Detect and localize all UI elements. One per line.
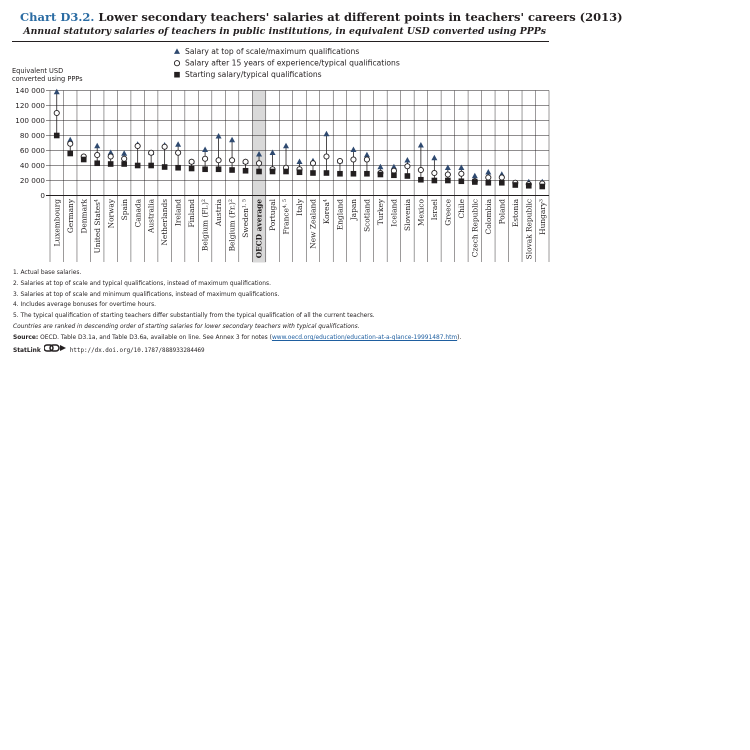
- chart-subtitle: Annual statutory salaries of teachers in public institutions, in equivalent USD converted using PPPs: [23, 26, 546, 37]
- statlink-icon: [44, 348, 70, 354]
- starting-salary-marker: [81, 157, 87, 163]
- starting-salary-marker: [283, 169, 289, 175]
- category-label: Luxembourg: [52, 199, 62, 247]
- category-label: United States$^4$: [92, 199, 102, 254]
- fifteen-year-salary-marker: [418, 167, 423, 172]
- starting-salary-marker: [202, 166, 208, 172]
- category-label: Colombia: [483, 199, 493, 235]
- category-label: Norway: [106, 199, 116, 229]
- note-4: 4. Includes average bonuses for overtime hours.: [13, 302, 157, 309]
- max-salary-marker: [229, 137, 235, 143]
- max-salary-marker: [54, 89, 60, 95]
- category-label: Hungary$^3$: [537, 199, 547, 235]
- max-salary-marker: [121, 150, 127, 156]
- fifteen-year-salary-marker: [202, 156, 207, 161]
- category-label: Estonia: [510, 199, 520, 228]
- source-line: [13, 333, 543, 344]
- fifteen-year-salary-marker: [135, 143, 140, 148]
- fifteen-year-salary-marker: [432, 170, 437, 175]
- category-label: Greece: [443, 199, 453, 226]
- ranking-note: Countries are ranked in descending order of starting salaries for lower secondary teachers with typical qualifications.: [13, 323, 360, 330]
- starting-salary-marker: [512, 182, 518, 188]
- category-label: Ireland: [173, 199, 183, 227]
- category-label: Mexico: [416, 199, 426, 227]
- starting-salary-marker: [445, 178, 451, 184]
- category-label: Israel: [429, 199, 439, 221]
- max-salary-marker: [485, 169, 491, 175]
- statlink-row: [13, 344, 543, 357]
- starting-salary-marker: [310, 170, 316, 176]
- starting-salary-marker: [405, 173, 411, 179]
- category-label: Portugal: [268, 199, 278, 231]
- starting-salary-marker: [351, 171, 357, 177]
- fifteen-year-salary-marker: [499, 175, 504, 180]
- legend-marker: [174, 61, 179, 66]
- statlink-url[interactable]: http://dx.doi.org/10.1787/888933284469: [69, 347, 205, 354]
- starting-salary-marker: [297, 169, 303, 175]
- y-tick-label: 60 000: [19, 145, 45, 155]
- chart-title: Lower secondary teachers' salaries at different points in teachers' careers (2013): [98, 10, 623, 24]
- fifteen-year-salary-marker: [243, 159, 248, 164]
- category-label: Austria: [214, 199, 224, 227]
- starting-salary-marker: [189, 166, 195, 172]
- category-label: Japan: [349, 199, 359, 221]
- starting-salary-marker: [54, 133, 60, 139]
- chart-notes: [13, 268, 543, 356]
- max-salary-marker: [283, 143, 289, 149]
- fifteen-year-salary-marker: [324, 154, 329, 159]
- starting-salary-marker: [378, 172, 384, 178]
- starting-salary-marker: [108, 161, 114, 167]
- salary-chart: [0, 0, 750, 268]
- category-label: Korea$^4$: [322, 199, 332, 225]
- category-label: Scotland: [362, 199, 372, 232]
- fifteen-year-salary-marker: [486, 175, 491, 180]
- starting-salary-marker: [324, 170, 330, 176]
- category-label: Chile: [456, 199, 466, 219]
- fifteen-year-salary-marker: [122, 156, 127, 161]
- max-salary-marker: [323, 131, 329, 137]
- fifteen-year-salary-marker: [459, 171, 464, 176]
- fifteen-year-salary-marker: [95, 152, 100, 157]
- starting-salary-marker: [270, 169, 276, 175]
- max-salary-marker: [418, 142, 424, 148]
- category-label: Denmark: [79, 199, 89, 234]
- starting-salary-marker: [175, 165, 181, 171]
- max-salary-marker: [472, 173, 478, 179]
- starting-salary-marker: [432, 178, 438, 184]
- starting-salary-marker: [67, 151, 73, 157]
- starting-salary-marker: [526, 183, 532, 189]
- category-label: Czech Republic: [470, 199, 480, 258]
- starting-salary-marker: [94, 160, 100, 166]
- legend-label: Starting salary/typical qualifications: [185, 70, 322, 79]
- fifteen-year-salary-marker: [189, 159, 194, 164]
- fifteen-year-salary-marker: [337, 158, 342, 163]
- fifteen-year-salary-marker: [364, 157, 369, 162]
- starting-salary-marker: [229, 167, 235, 173]
- category-label: Slovak Republic: [524, 199, 534, 260]
- note-2: 2. Salaries at top of scale and typical qualifications, instead of maximum qualifications.: [13, 280, 271, 287]
- starting-salary-marker: [162, 164, 168, 170]
- note-5: 5. The typical qualification of starting teachers differ substantially from the typical qualification of all the current teachers.: [13, 313, 375, 320]
- max-salary-marker: [297, 158, 303, 164]
- category-label: Turkey: [376, 199, 386, 226]
- category-label: Belgium $(Fl.)^2$: [200, 199, 210, 252]
- category-label: Slovenia: [402, 199, 412, 231]
- fifteen-year-salary-marker: [229, 158, 234, 163]
- starting-salary-marker: [337, 171, 343, 177]
- legend-label: Salary after 15 years of experience/typical qualifications: [185, 58, 400, 68]
- starting-salary-marker: [539, 184, 545, 190]
- starting-salary-marker: [418, 177, 424, 183]
- fifteen-year-salary-marker: [162, 144, 167, 149]
- legend-marker: [174, 48, 180, 54]
- legend-label: Salary at top of scale/maximum qualifications: [185, 47, 360, 56]
- starting-salary-marker: [243, 168, 249, 174]
- source-label: Source:: [13, 334, 39, 341]
- max-salary-marker: [364, 152, 370, 158]
- fifteen-year-salary-marker: [54, 110, 59, 115]
- category-label: Finland: [187, 199, 197, 228]
- category-label: OECD average: [254, 199, 264, 259]
- category-label: Netherlands: [160, 199, 170, 246]
- y-tick-label: 40 000: [19, 160, 45, 170]
- category-label: Canada: [133, 199, 143, 228]
- category-label: Sweden$^{1, 5}$: [241, 199, 251, 238]
- max-salary-marker: [377, 164, 383, 170]
- category-label: Spain: [119, 199, 129, 221]
- category-label: England: [335, 199, 345, 231]
- y-tick-label: 100 000: [15, 115, 45, 125]
- fifteen-year-salary-marker: [149, 150, 154, 155]
- starting-salary-marker: [499, 180, 505, 186]
- max-salary-marker: [94, 143, 100, 149]
- y-tick-label: 140 000: [15, 85, 45, 95]
- fifteen-year-salary-marker: [108, 154, 113, 159]
- fifteen-year-salary-marker: [405, 164, 410, 169]
- fifteen-year-salary-marker: [68, 141, 73, 146]
- category-label: Belgium $(Fr.)^2$: [227, 199, 237, 252]
- starting-salary-marker: [459, 178, 465, 184]
- fifteen-year-salary-marker: [351, 157, 356, 162]
- legend-marker: [174, 72, 180, 78]
- category-label: Germany: [65, 199, 75, 234]
- starting-salary-marker: [121, 161, 127, 167]
- category-label: Iceland: [389, 199, 399, 227]
- category-label: Australia: [146, 199, 156, 233]
- y-tick-label: 20 000: [19, 175, 45, 185]
- note-1: 1. Actual base salaries.: [13, 270, 82, 276]
- starting-salary-marker: [364, 171, 370, 177]
- starting-salary-marker: [256, 169, 262, 175]
- source-text: OECD. Table D3.1a, and Table D3.6a, available on line. See Annex 3 for notes (: [40, 334, 272, 341]
- category-label: Italy: [295, 199, 305, 216]
- starting-salary-marker: [148, 163, 154, 169]
- y-axis-title: Equivalent USD converted using PPPs: [12, 67, 83, 83]
- starting-salary-marker: [486, 180, 492, 186]
- y-tick-label: 0: [40, 190, 45, 200]
- max-salary-marker: [175, 141, 181, 147]
- fifteen-year-salary-marker: [445, 172, 450, 177]
- fifteen-year-salary-marker: [216, 158, 221, 163]
- max-salary-marker: [404, 157, 410, 163]
- note-3: 3. Salaries at top of scale and minimum qualifications, instead of maximum qualifications.: [13, 291, 280, 298]
- max-salary-marker: [431, 155, 437, 161]
- starting-salary-marker: [135, 163, 141, 169]
- category-label: New Zealand: [308, 199, 318, 249]
- fifteen-year-salary-marker: [256, 161, 261, 166]
- starting-salary-marker: [216, 166, 222, 172]
- statlink-label: StatLink: [13, 347, 41, 354]
- chart-label: Chart D3.2.: [20, 10, 95, 24]
- source-end: ).: [457, 334, 462, 341]
- starting-salary-marker: [472, 179, 478, 185]
- starting-salary-marker: [391, 172, 397, 178]
- fifteen-year-salary-marker: [176, 150, 181, 155]
- fifteen-year-salary-marker: [310, 161, 315, 166]
- category-label: France$^{4, 5}$: [281, 199, 291, 235]
- max-salary-marker: [202, 146, 208, 152]
- source-link[interactable]: www.oecd.org/education/education-at-a-glance-19991487.htm: [271, 334, 458, 341]
- y-tick-label: 80 000: [19, 130, 45, 140]
- max-salary-marker: [350, 146, 356, 152]
- y-tick-label: 120 000: [15, 100, 45, 110]
- category-label: Poland: [497, 199, 507, 225]
